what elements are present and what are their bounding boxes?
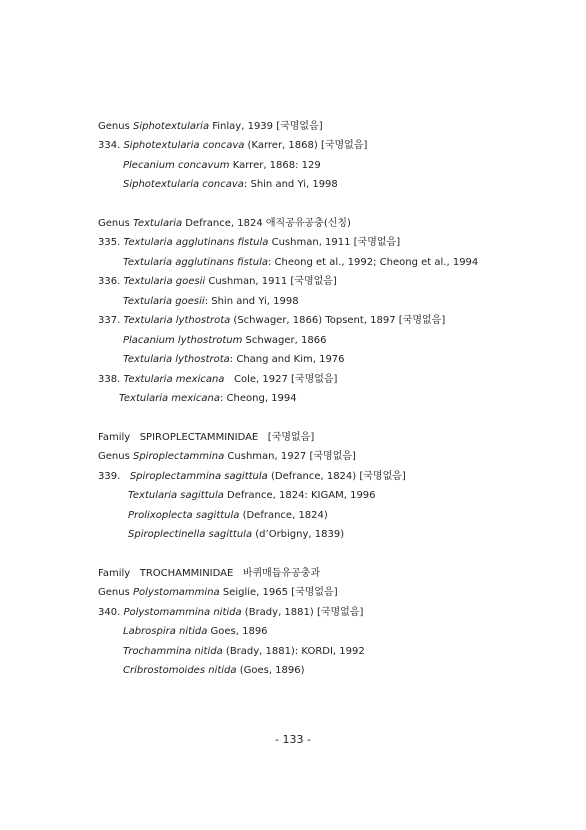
text-run: : Shin and Yi, 1998 bbox=[243, 179, 338, 190]
synonym-line bbox=[128, 489, 376, 503]
text-run: (Goes, 1896) bbox=[236, 665, 305, 676]
text-run: Genus bbox=[98, 587, 133, 598]
taxon-name: Trochammina nitida bbox=[123, 646, 223, 657]
genus-spiroplectammina-heading bbox=[98, 450, 356, 464]
taxon-name: Textularia sagittula bbox=[128, 490, 224, 501]
text-run: : Cheong, 1994 bbox=[220, 393, 297, 404]
genus-polystomammina-heading bbox=[98, 586, 338, 600]
text-run: Cole, 1927 [국명없음] bbox=[224, 374, 338, 385]
taxon-name: Siphotextularia concava bbox=[123, 140, 245, 151]
taxon-name: Spiroplectammina sagittula bbox=[129, 471, 268, 482]
text-run: 336. bbox=[98, 276, 124, 287]
text-run: 337. bbox=[98, 315, 124, 326]
species-337-entry bbox=[98, 314, 445, 328]
text-run: Cushman, 1911 [국명없음] bbox=[268, 237, 401, 248]
text-run: Genus bbox=[98, 218, 133, 229]
text-run: : Chang and Kim, 1976 bbox=[229, 354, 345, 365]
text-run: 334. bbox=[98, 140, 124, 151]
taxon-name: Spiroplectammina bbox=[132, 451, 225, 462]
synonym-line bbox=[123, 159, 321, 173]
synonym-line bbox=[128, 528, 344, 542]
text-run: Seiglie, 1965 [국명없음] bbox=[219, 587, 338, 598]
synonym-line bbox=[119, 392, 297, 406]
synonym-line bbox=[123, 256, 478, 270]
taxon-name: Polystomammina bbox=[132, 587, 220, 598]
taxon-name: Cribrostomoides nitida bbox=[123, 665, 237, 676]
taxon-name: Polystomammina nitida bbox=[123, 607, 242, 618]
text-run: (Karrer, 1868) [국명없음] bbox=[244, 140, 368, 151]
taxon-name: Spiroplectinella sagittula bbox=[128, 529, 253, 540]
text-run: Genus bbox=[98, 451, 133, 462]
text-run: Karrer, 1868: 129 bbox=[229, 160, 321, 171]
species-336-entry bbox=[98, 275, 337, 289]
taxon-name: Labrospira nitida bbox=[123, 626, 208, 637]
synonym-line bbox=[123, 178, 338, 192]
text-run: (Brady, 1881): KORDI, 1992 bbox=[222, 646, 365, 657]
synonym-line bbox=[123, 625, 268, 639]
taxon-name: Textularia goesii bbox=[123, 276, 206, 287]
text-run: Genus bbox=[98, 121, 133, 132]
synonym-line bbox=[123, 353, 345, 367]
species-339-entry bbox=[98, 470, 406, 484]
taxon-name: Textularia agglutinans fistula bbox=[123, 237, 269, 248]
text-run: 340. bbox=[98, 607, 124, 618]
synonym-line bbox=[123, 664, 305, 678]
text-run: Defrance, 1824: KIGAM, 1996 bbox=[223, 490, 376, 501]
species-334-entry bbox=[98, 139, 367, 153]
text-run: : Cheong et al., 1992; Cheong et al., 1994 bbox=[267, 257, 479, 268]
synonym-line bbox=[123, 295, 299, 309]
taxon-name: Textularia bbox=[132, 218, 183, 229]
text-run: Family SPIROPLECTAMMINIDAE [국명없음] bbox=[98, 432, 315, 443]
taxon-name: Textularia agglutinans fistula bbox=[123, 257, 268, 268]
text-run: (Defrance, 1824) [국명없음] bbox=[267, 471, 406, 482]
species-340-entry bbox=[98, 606, 363, 620]
text-run: Family TROCHAMMINIDAE 바퀴매듭유공충과 bbox=[98, 568, 321, 579]
text-run: Schwager, 1866 bbox=[242, 335, 327, 346]
text-run: Defrance, 1824 애직공유공충(신칭) bbox=[182, 218, 351, 229]
taxon-name: Prolixoplecta sagittula bbox=[128, 510, 240, 521]
taxon-name: Textularia lythostrota bbox=[123, 315, 231, 326]
genus-textularia-heading bbox=[98, 217, 351, 231]
text-run: : Shin and Yi, 1998 bbox=[204, 296, 299, 307]
synonym-line bbox=[123, 334, 326, 348]
text-run: 339. bbox=[98, 471, 130, 482]
taxon-name: Placanium lythostrotum bbox=[123, 335, 243, 346]
text-run: 338. bbox=[98, 374, 124, 385]
family-spiroplectamminidae-heading bbox=[98, 431, 314, 445]
text-run: (Schwager, 1866) Topsent, 1897 [국명없음] bbox=[230, 315, 446, 326]
text-run: (Brady, 1881) [국명없음] bbox=[241, 607, 364, 618]
family-trochamminidae-heading bbox=[98, 567, 320, 581]
taxon-name: Textularia mexicana bbox=[119, 393, 220, 404]
text-run: Finlay, 1939 [국명없음] bbox=[209, 121, 323, 132]
taxon-name: Siphotextularia concava bbox=[123, 179, 244, 190]
text-run: (Defrance, 1824) bbox=[239, 510, 328, 521]
taxon-name: Textularia lythostrota bbox=[123, 354, 230, 365]
taxon-name: Siphotextularia bbox=[132, 121, 210, 132]
taxon-name: Plecanium concavum bbox=[123, 160, 230, 171]
text-run: Goes, 1896 bbox=[207, 626, 268, 637]
species-338-entry bbox=[98, 373, 337, 387]
synonym-line bbox=[128, 509, 328, 523]
taxon-name: Textularia goesii bbox=[123, 296, 205, 307]
page-number: - 133 - bbox=[275, 733, 311, 746]
species-335-entry bbox=[98, 236, 400, 250]
synonym-line bbox=[123, 645, 365, 659]
text-run: 335. bbox=[98, 237, 124, 248]
text-run: Cushman, 1911 [국명없음] bbox=[205, 276, 337, 287]
taxon-name: Textularia mexicana bbox=[123, 374, 225, 385]
text-run: Cushman, 1927 [국명없음] bbox=[224, 451, 356, 462]
genus-siphotextularia-heading bbox=[98, 120, 323, 134]
text-run: (d’Orbigny, 1839) bbox=[252, 529, 345, 540]
